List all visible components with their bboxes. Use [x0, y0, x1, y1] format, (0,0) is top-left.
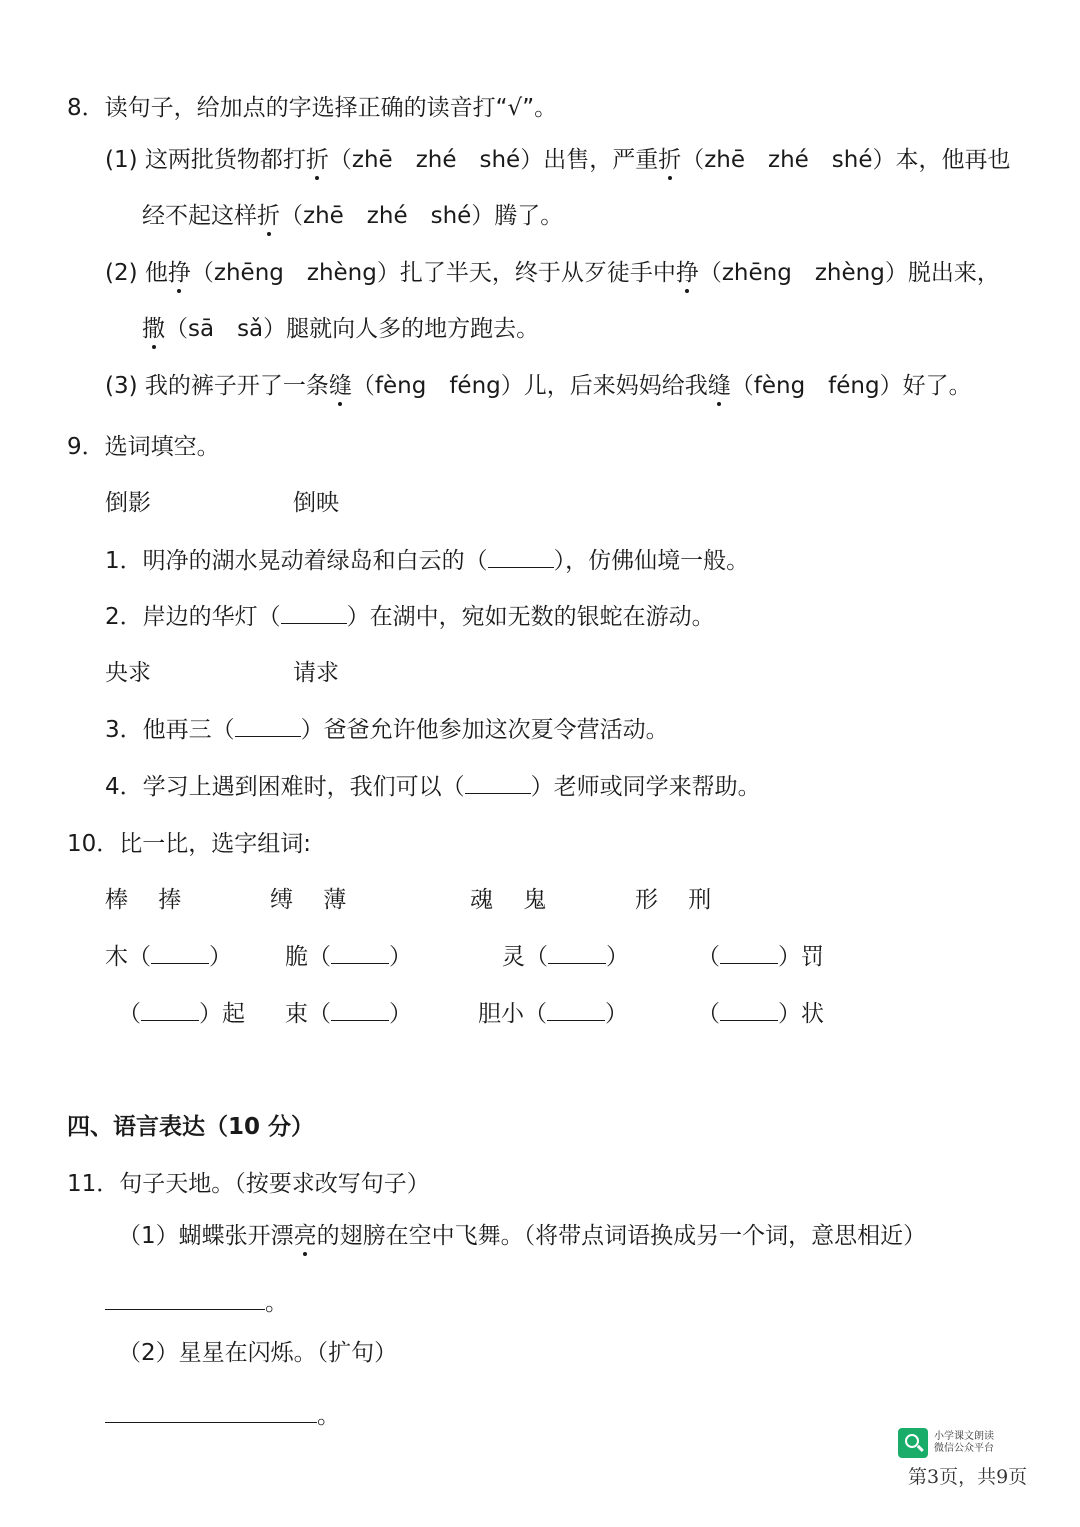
q10-fill-item: （ ）罚	[697, 941, 824, 973]
answer-blank[interactable]	[151, 941, 209, 964]
q8-title: 8．读句子，给加点的字选择正确的读音打“√”。	[67, 95, 558, 121]
q9-sentence-1: 1．明净的湖水晃动着绿岛和白云的（ ），仿佛仙境一般。	[105, 545, 749, 577]
q11-answer-line-1: 。	[105, 1287, 288, 1319]
q11-prompt-2: （2）星星在闪烁。（扩句）	[118, 1340, 398, 1366]
q10-char-pair: 魂 鬼	[470, 887, 547, 913]
dotted-char: 亮	[294, 1220, 317, 1252]
q8-item1-line1: (1) 这两批货物都打折（zhē zhé shé）出售，严重折（zhē zhé shé）本，他再也	[105, 144, 1011, 176]
answer-blank[interactable]	[331, 998, 389, 1021]
watermark-text: 小学课文朗读 微信公众平台	[934, 1431, 994, 1454]
q10-char-pair: 缚 薄	[270, 887, 347, 913]
dotted-char: 折	[658, 144, 681, 176]
answer-line[interactable]	[105, 1400, 317, 1423]
q9-word-option: 央求	[105, 660, 151, 686]
answer-blank[interactable]	[141, 998, 199, 1021]
q10-title: 10．比一比，选字组词:	[67, 831, 312, 857]
watermark	[898, 1426, 1024, 1460]
q10-fill-item: 胆小（ ）	[478, 998, 628, 1030]
answer-line[interactable]	[105, 1287, 265, 1310]
q10-fill-item: （ ）起	[118, 998, 245, 1030]
q9-word-option: 请求	[293, 660, 339, 686]
q10-fill-item: 灵（ ）	[502, 941, 629, 973]
dotted-char: 折	[306, 144, 329, 176]
q9-title: 9．选词填空。	[67, 434, 220, 460]
answer-blank[interactable]	[465, 771, 531, 794]
q9-word-option: 倒影	[105, 490, 151, 516]
q8-item3: (3) 我的裤子开了一条缝（fèng féng）儿，后来妈妈给我缝（fèng féng）好了。	[105, 370, 972, 402]
q9-sentence-3: 3．他再三（ ）爸爸允许他参加这次夏令营活动。	[105, 714, 669, 746]
q11-prompt-1: （1）蝴蝶张开漂亮的翅膀在空中飞舞。（将带点词语换成另一个词，意思相近）	[118, 1220, 926, 1252]
answer-blank[interactable]	[720, 941, 778, 964]
q10-fill-item: 木（ ）	[105, 941, 232, 973]
q9-word-option: 倒映	[293, 490, 339, 516]
answer-blank[interactable]	[488, 545, 554, 568]
search-icon	[898, 1428, 928, 1458]
dotted-char: 缝	[329, 370, 352, 402]
answer-blank[interactable]	[547, 998, 605, 1021]
answer-blank[interactable]	[281, 601, 347, 624]
q11-title: 11．句子天地。（按要求改写句子）	[67, 1171, 430, 1197]
q9-sentence-2: 2．岸边的华灯（ ）在湖中，宛如无数的银蛇在游动。	[105, 601, 715, 633]
q8-item2-line1: (2) 他挣（zhēng zhèng）扎了半天，终于从歹徒手中挣（zhēng zhèng）脱出来，	[105, 257, 1000, 289]
dotted-char: 挣	[676, 257, 699, 289]
answer-blank[interactable]	[235, 714, 301, 737]
q10-char-pair: 形 刑	[635, 887, 712, 913]
section-heading: 四、语言表达（10 分）	[67, 1114, 315, 1140]
q8-item2-line2: 撒（sā sǎ）腿就向人多的地方跑去。	[142, 313, 539, 345]
q10-fill-item: 脆（ ）	[285, 941, 412, 973]
q11-answer-line-2: 。	[105, 1400, 340, 1432]
dotted-char: 撒	[142, 313, 165, 345]
dotted-char: 缝	[708, 370, 731, 402]
q10-fill-item: （ ）状	[697, 998, 824, 1030]
dotted-char: 挣	[168, 257, 191, 289]
answer-blank[interactable]	[548, 941, 606, 964]
answer-blank[interactable]	[331, 941, 389, 964]
q10-char-pair: 棒 捧	[105, 887, 182, 913]
page-number: 第3页，共9页	[908, 1466, 1028, 1488]
q9-sentence-4: 4．学习上遇到困难时，我们可以（ ）老师或同学来帮助。	[105, 771, 761, 803]
dotted-char: 折	[257, 200, 280, 232]
q8-item1-line2: 经不起这样折（zhē zhé shé）腾了。	[142, 200, 563, 232]
q10-fill-item: 束（ ）	[285, 998, 412, 1030]
answer-blank[interactable]	[720, 998, 778, 1021]
